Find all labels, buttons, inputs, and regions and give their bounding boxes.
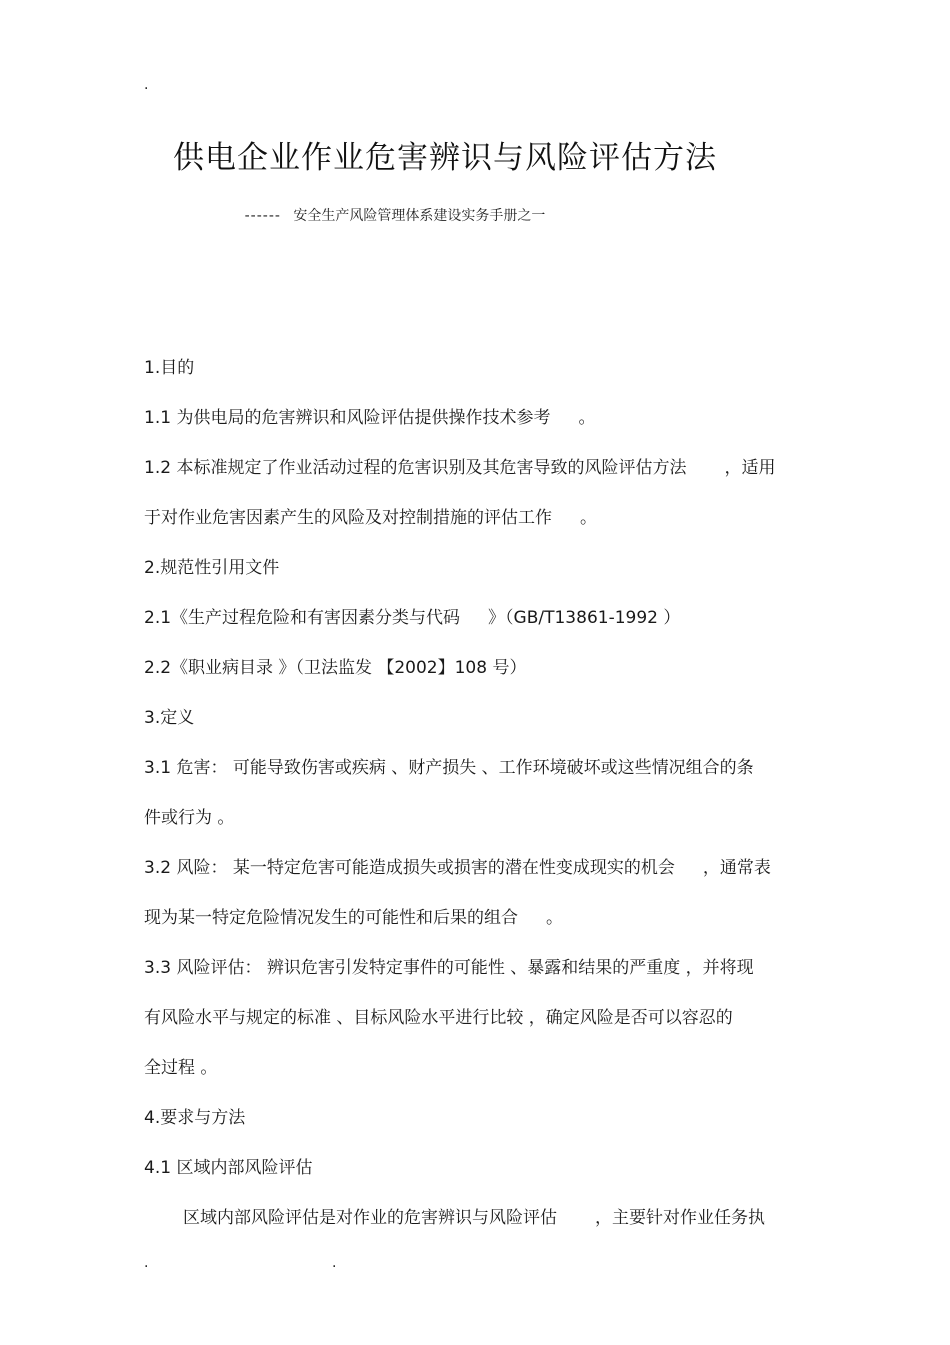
subtitle-dash: ------ xyxy=(244,208,281,224)
paragraph-3-1-cont: 件或行为 。 xyxy=(144,808,235,828)
paragraph-text: 2.1《生产过程危险和有害因素分类与代码 xyxy=(144,608,461,628)
section-4-1-heading: 4.1 区域内部风险评估 xyxy=(144,1158,313,1178)
section-2-heading: 2.规范性引用文件 xyxy=(144,558,280,578)
paragraph-tail: ，主要针对作业任务执 xyxy=(595,1208,765,1228)
document-title: 供电企业作业危害辨识与风险评估方法 xyxy=(173,140,717,176)
paragraph-1-2-cont xyxy=(144,506,597,530)
header-mark: . xyxy=(144,77,149,93)
paragraph-text: 于对作业危害因素产生的风险及对控制措施的评估工作 xyxy=(144,508,552,528)
paragraph-3-2-cont xyxy=(144,906,563,930)
paragraph-tail: ，适用 xyxy=(724,458,776,478)
section-4-heading: 4.要求与方法 xyxy=(144,1108,246,1128)
subtitle-text: 安全生产风险管理体系建设实务手册之一 xyxy=(293,208,546,224)
paragraph-3-3-end: 全过程 。 xyxy=(144,1058,218,1078)
document-subtitle xyxy=(0,206,790,226)
paragraph-4-1 xyxy=(183,1206,765,1230)
footer-mark-left: . xyxy=(144,1255,149,1271)
paragraph-tail: 。 xyxy=(580,508,597,528)
section-1-heading: 1.目的 xyxy=(144,358,195,378)
paragraph-text: 现为某一特定危险情况发生的可能性和后果的组合 xyxy=(144,908,518,928)
paragraph-3-1: 3.1 危害： 可能导致伤害或疾病 、财产损失 、工作环境破坏或这些情况组合的条 xyxy=(144,758,754,778)
paragraph-2-1 xyxy=(144,606,680,630)
paragraph-2-2: 2.2《职业病目录 》（卫法监发 【2002】108 号） xyxy=(144,658,527,678)
paragraph-tail: ，通常表 xyxy=(702,858,771,878)
paragraph-text: 区域内部风险评估是对作业的危害辨识与风险评估 xyxy=(183,1208,557,1228)
paragraph-tail: 。 xyxy=(578,408,596,428)
paragraph-1-1 xyxy=(144,406,595,430)
paragraph-tail: 》（GB/T13861-1992 ） xyxy=(488,608,681,628)
paragraph-text: 3.2 风险： 某一特定危害可能造成损失或损害的潜在性变成现实的机会 xyxy=(144,858,675,878)
paragraph-3-2 xyxy=(144,856,771,880)
paragraph-text: 1.2 本标准规定了作业活动过程的危害识别及其危害导致的风险评估方法 xyxy=(144,458,687,478)
paragraph-text: 1.1 为供电局的危害辨识和风险评估提供操作技术参考 xyxy=(144,408,551,428)
footer-mark-right: . xyxy=(332,1255,337,1271)
section-3-heading: 3.定义 xyxy=(144,708,195,728)
paragraph-3-3: 3.3 风险评估： 辨识危害引发特定事件的可能性 、暴露和结果的严重度 ，并将现 xyxy=(144,958,754,978)
paragraph-tail: 。 xyxy=(546,908,563,928)
paragraph-3-3-cont: 有风险水平与规定的标准 、目标风险水平进行比较 ，确定风险是否可以容忍的 xyxy=(144,1008,733,1028)
paragraph-1-2 xyxy=(144,456,775,480)
